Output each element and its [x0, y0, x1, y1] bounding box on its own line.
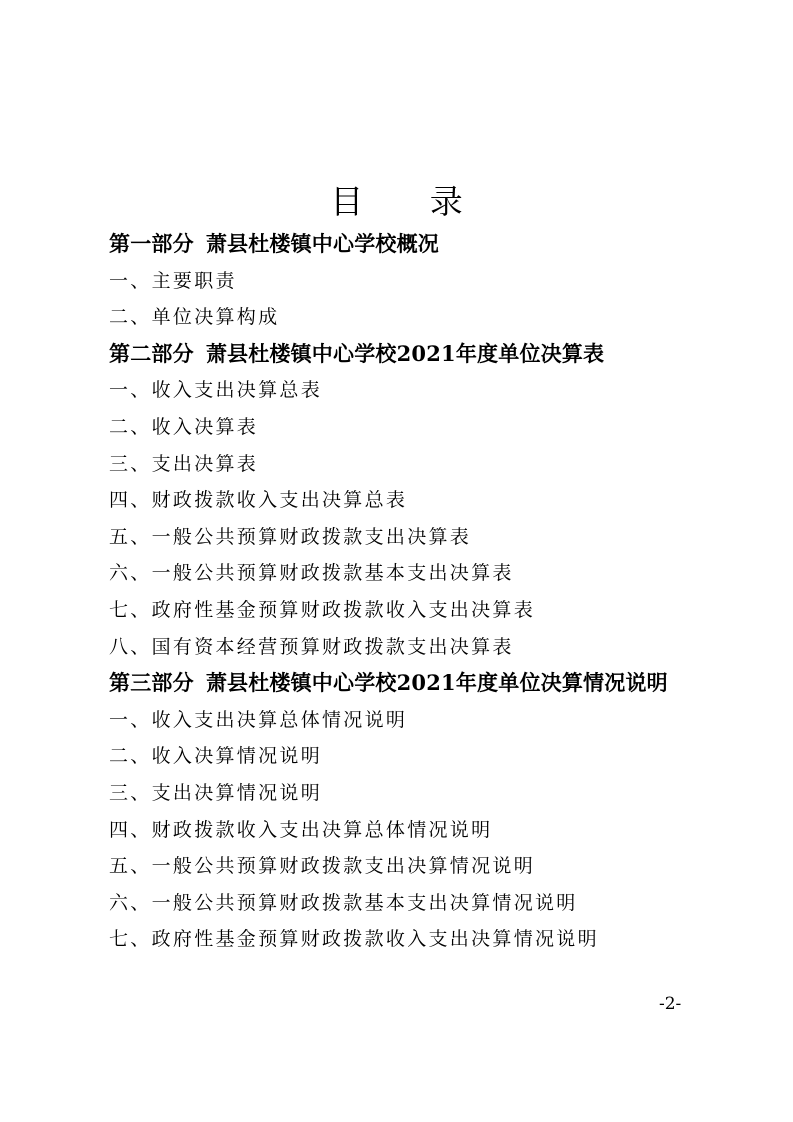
part-label: 第三部分 [109, 670, 194, 696]
part-title: 萧县杜楼镇中心学校概况 [205, 231, 440, 256]
toc-part-3[interactable] [109, 665, 699, 702]
toc-item[interactable]: 三、支出决算表 [109, 452, 259, 475]
toc-item[interactable]: 五、一般公共预算财政拨款支出决算情况说明 [109, 855, 536, 878]
toc-item[interactable]: 七、政府性基金预算财政拨款收入支出决算表 [109, 598, 536, 621]
page-title: 目 录 [330, 182, 491, 221]
toc-item[interactable]: 六、一般公共预算财政拨款基本支出决算情况说明 [109, 891, 578, 914]
toc-item[interactable]: 二、收入决算表 [109, 415, 259, 438]
toc-item[interactable]: 五、一般公共预算财政拨款支出决算表 [109, 525, 472, 548]
toc-item[interactable]: 六、一般公共预算财政拨款基本支出决算表 [109, 562, 514, 585]
part-label: 第一部分 [109, 231, 194, 256]
toc-item[interactable]: 一、收入支出决算总体情况说明 [109, 708, 408, 731]
toc-part-2[interactable] [109, 336, 709, 373]
toc-item[interactable]: 七、政府性基金预算财政拨款收入支出决算情况说明 [109, 928, 599, 951]
toc-item[interactable]: 三、支出决算情况说明 [109, 781, 323, 804]
toc-item[interactable]: 二、收入决算情况说明 [109, 745, 323, 768]
toc-item[interactable]: 八、国有资本经营预算财政拨款支出决算表 [109, 635, 514, 658]
table-of-contents [109, 226, 709, 958]
part-label: 第二部分 [109, 340, 194, 366]
toc-item[interactable]: 四、财政拨款收入支出决算总表 [109, 489, 408, 512]
part-title: 萧县杜楼镇中心学校2021年度单位决算表 [205, 340, 605, 366]
toc-item[interactable]: 一、主要职责 [109, 269, 237, 292]
page-number: -2- [659, 994, 682, 1014]
toc-item[interactable]: 四、财政拨款收入支出决算总体情况说明 [109, 818, 493, 841]
part-title: 萧县杜楼镇中心学校2021年度单位决算情况说明 [205, 670, 668, 696]
toc-item[interactable]: 二、单位决算构成 [109, 306, 280, 329]
toc-part-1[interactable] [109, 226, 709, 263]
toc-item[interactable]: 一、收入支出决算总表 [109, 379, 323, 402]
